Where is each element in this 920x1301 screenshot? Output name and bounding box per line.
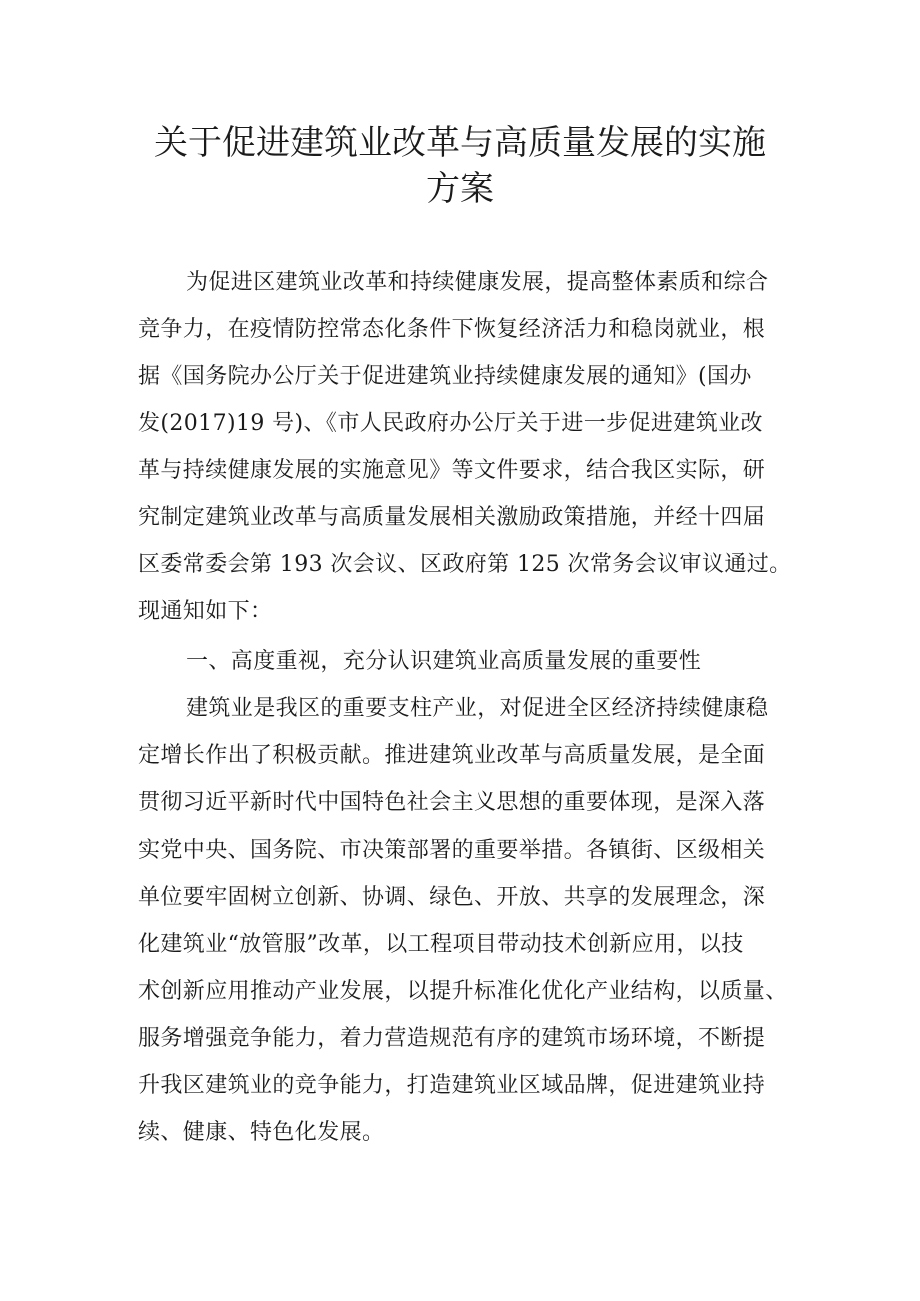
paragraph-2-line: 贯彻习近平新时代中国特色社会主义思想的重要体现，是深入落 [138, 790, 766, 815]
paragraph-1-line: 发(2017)19 号)、《市人民政府办公厅关于进一步促进建筑业改 [138, 411, 763, 436]
document-title-line-2: 方案 [426, 169, 494, 209]
paragraph-2-line: 术创新应用推动产业发展，以提升标准化优化产业结构，以质量、 [138, 979, 788, 1004]
paragraph-1-line: 究制定建筑业改革与高质量发展相关激励政策措施，并经十四届 [138, 505, 766, 530]
paragraph-2-line: 升我区建筑业的竞争能力，打造建筑业区域品牌，促进建筑业持 [138, 1073, 766, 1098]
paragraph-1-line: 现通知如下： [138, 599, 273, 624]
paragraph-1-line: 革与持续健康发展的实施意见》等文件要求，结合我区实际，研 [138, 458, 766, 483]
paragraph-2-line: 续、健康、特色化发展。 [138, 1120, 385, 1145]
document-title-line-1: 关于促进建筑业改革与高质量发展的实施 [154, 123, 766, 163]
paragraph-2-line: 实党中央、国务院、市决策部署的重要举措。各镇街、区级相关 [138, 838, 766, 863]
paragraph-1-line: 据《国务院办公厅关于促进建筑业持续健康发展的通知》(国办 [138, 364, 752, 389]
paragraph-1-line: 为促进区建筑业改革和持续健康发展，提高整体素质和综合 [186, 270, 769, 295]
paragraph-2-line: 定增长作出了积极贡献。推进建筑业改革与高质量发展，是全面 [138, 743, 766, 768]
paragraph-1-line: 区委常委会第 193 次会议、区政府第 125 次常务会议审议通过。 [138, 552, 792, 577]
paragraph-2-line: 建筑业是我区的重要支柱产业，对促进全区经济持续健康稳 [186, 696, 769, 721]
paragraph-2-line: 化建筑业“放管服”改革，以工程项目带动技术创新应用，以技 [138, 932, 744, 957]
paragraph-2-line: 单位要牢固树立创新、协调、绿色、开放、共享的发展理念，深 [138, 885, 766, 910]
paragraph-2-line: 服务增强竞争能力，着力营造规范有序的建筑市场环境，不断提 [138, 1026, 766, 1051]
section-1-heading: 一、高度重视，充分认识建筑业高质量发展的重要性 [186, 649, 702, 674]
paragraph-1-line: 竞争力，在疫情防控常态化条件下恢复经济活力和稳岗就业，根 [138, 317, 766, 342]
